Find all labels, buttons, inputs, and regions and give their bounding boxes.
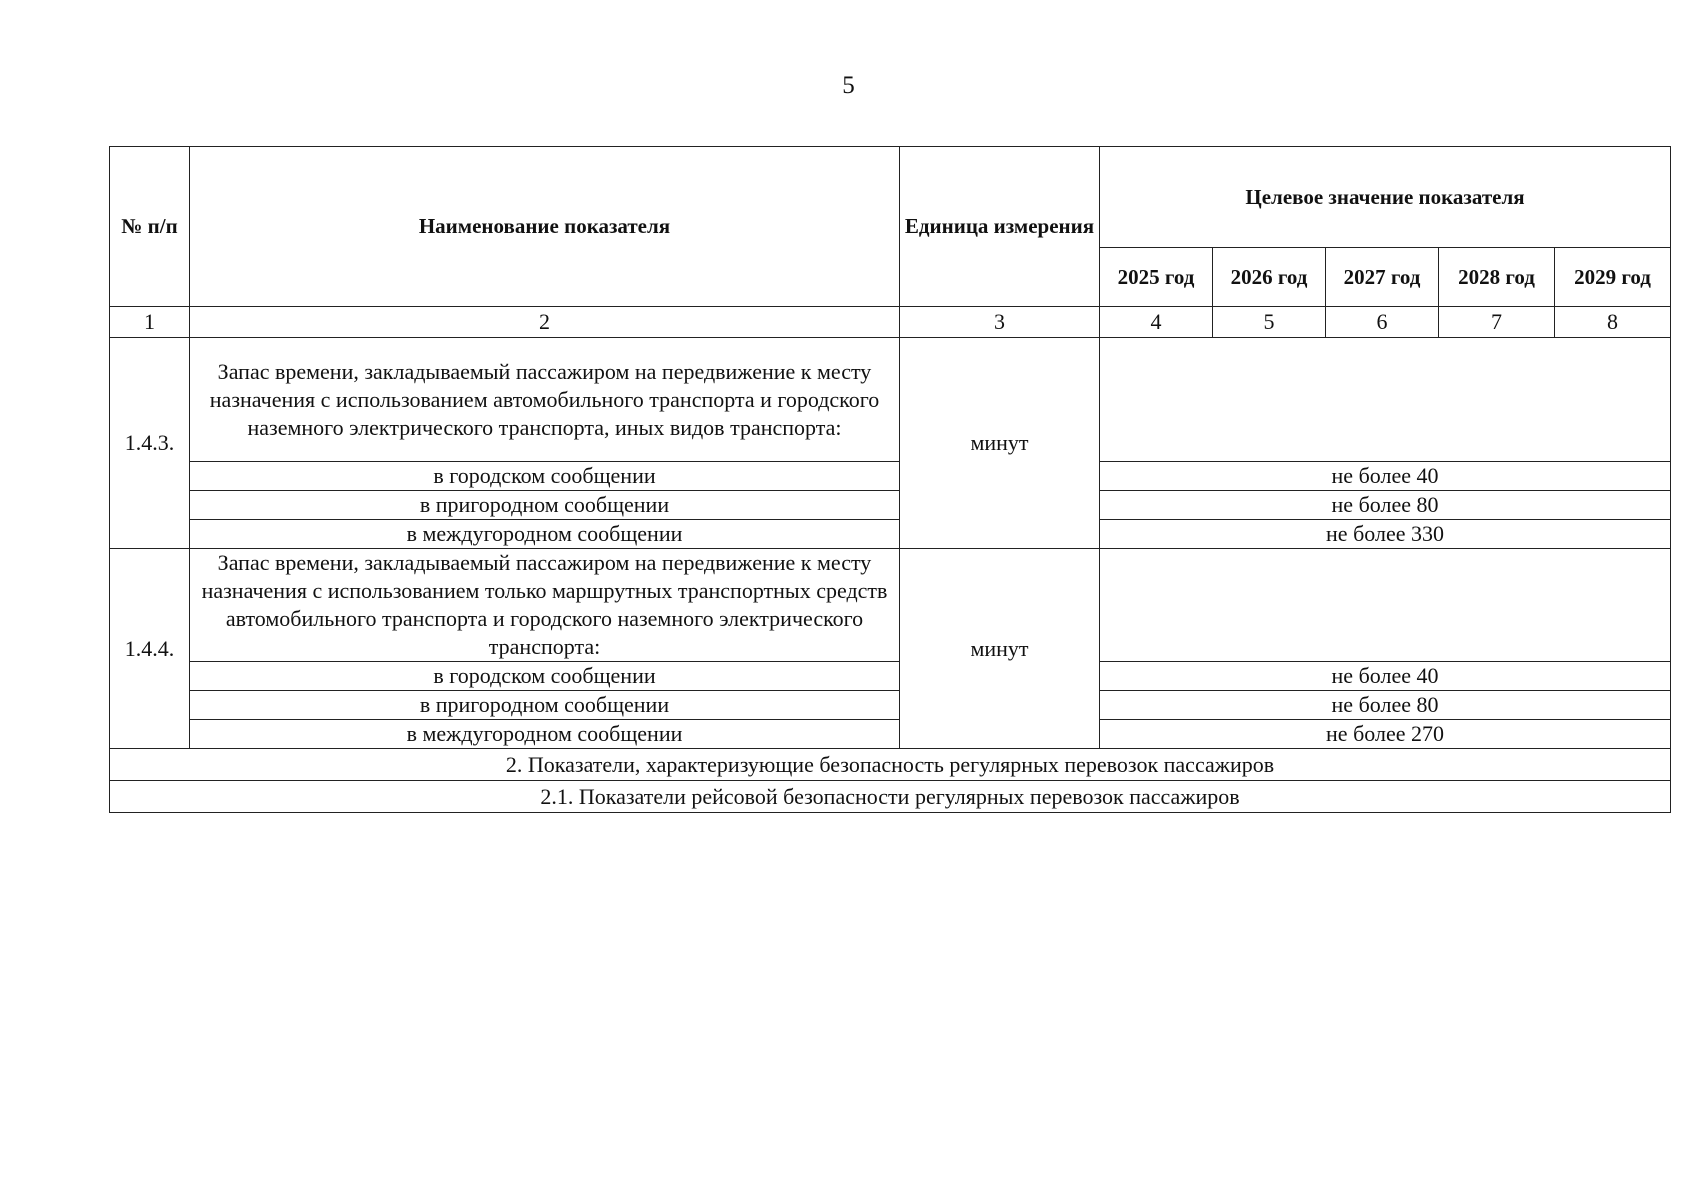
column-number: 4: [1100, 307, 1213, 338]
table-row: [110, 338, 1671, 462]
column-number: 2: [190, 307, 900, 338]
header-name: Наименование показателя: [190, 147, 900, 307]
column-numbers-row: [110, 307, 1671, 338]
subrow-label: в городском сообщении: [190, 462, 900, 491]
indicator-name: Запас времени, закладываемый пассажиром на передвижение к месту назначения с использованием автомобильного транспорта и городского наземного электрического транспорта, иных видов транспорта:: [190, 338, 900, 462]
table-subrow: [110, 691, 1671, 720]
header-target: Целевое значение показателя: [1100, 147, 1671, 248]
subrow-label: в пригородном сообщении: [190, 491, 900, 520]
section-row: [110, 781, 1671, 813]
indicator-name: Запас времени, закладываемый пассажиром на передвижение к месту назначения с использованием только маршрутных транспортных средств автомобильного транспорта и городского наземного электрического транспорта:: [190, 549, 900, 662]
unit-cell: минут: [900, 338, 1100, 549]
subrow-value: не более 40: [1100, 462, 1671, 491]
page-number: 5: [842, 72, 855, 99]
subrow-label: в междугородном сообщении: [190, 520, 900, 549]
table-subrow: [110, 520, 1671, 549]
column-number: 1: [110, 307, 190, 338]
column-number: 7: [1439, 307, 1555, 338]
column-number: 6: [1326, 307, 1439, 338]
target-empty-cell: [1100, 338, 1671, 462]
target-empty-cell: [1100, 549, 1671, 662]
subrow-value: не более 80: [1100, 691, 1671, 720]
subrow-value: не более 80: [1100, 491, 1671, 520]
unit-cell: минут: [900, 549, 1100, 749]
header-year-2027: 2027 год: [1326, 248, 1439, 307]
table-subrow: [110, 462, 1671, 491]
column-number: 5: [1213, 307, 1326, 338]
subrow-label: в пригородном сообщении: [190, 691, 900, 720]
header-year-2029: 2029 год: [1555, 248, 1671, 307]
row-number: 1.4.4.: [110, 549, 190, 749]
section-heading: 2.1. Показатели рейсовой безопасности регулярных перевозок пассажиров: [110, 781, 1671, 813]
header-year-2025: 2025 год: [1100, 248, 1213, 307]
table-row: [110, 549, 1671, 662]
subrow-label: в междугородном сообщении: [190, 720, 900, 749]
header-unit: Единица измерения: [900, 147, 1100, 307]
indicators-table: [109, 146, 1671, 813]
table-subrow: [110, 720, 1671, 749]
column-number: 8: [1555, 307, 1671, 338]
table-subrow: [110, 662, 1671, 691]
table-subrow: [110, 491, 1671, 520]
subrow-value: не более 40: [1100, 662, 1671, 691]
header-year-2028: 2028 год: [1439, 248, 1555, 307]
section-heading: 2. Показатели, характеризующие безопасность регулярных перевозок пассажиров: [110, 749, 1671, 781]
header-num: № п/п: [110, 147, 190, 307]
subrow-value: не более 270: [1100, 720, 1671, 749]
column-number: 3: [900, 307, 1100, 338]
subrow-value: не более 330: [1100, 520, 1671, 549]
section-row: [110, 749, 1671, 781]
row-number: 1.4.3.: [110, 338, 190, 549]
header-year-2026: 2026 год: [1213, 248, 1326, 307]
subrow-label: в городском сообщении: [190, 662, 900, 691]
